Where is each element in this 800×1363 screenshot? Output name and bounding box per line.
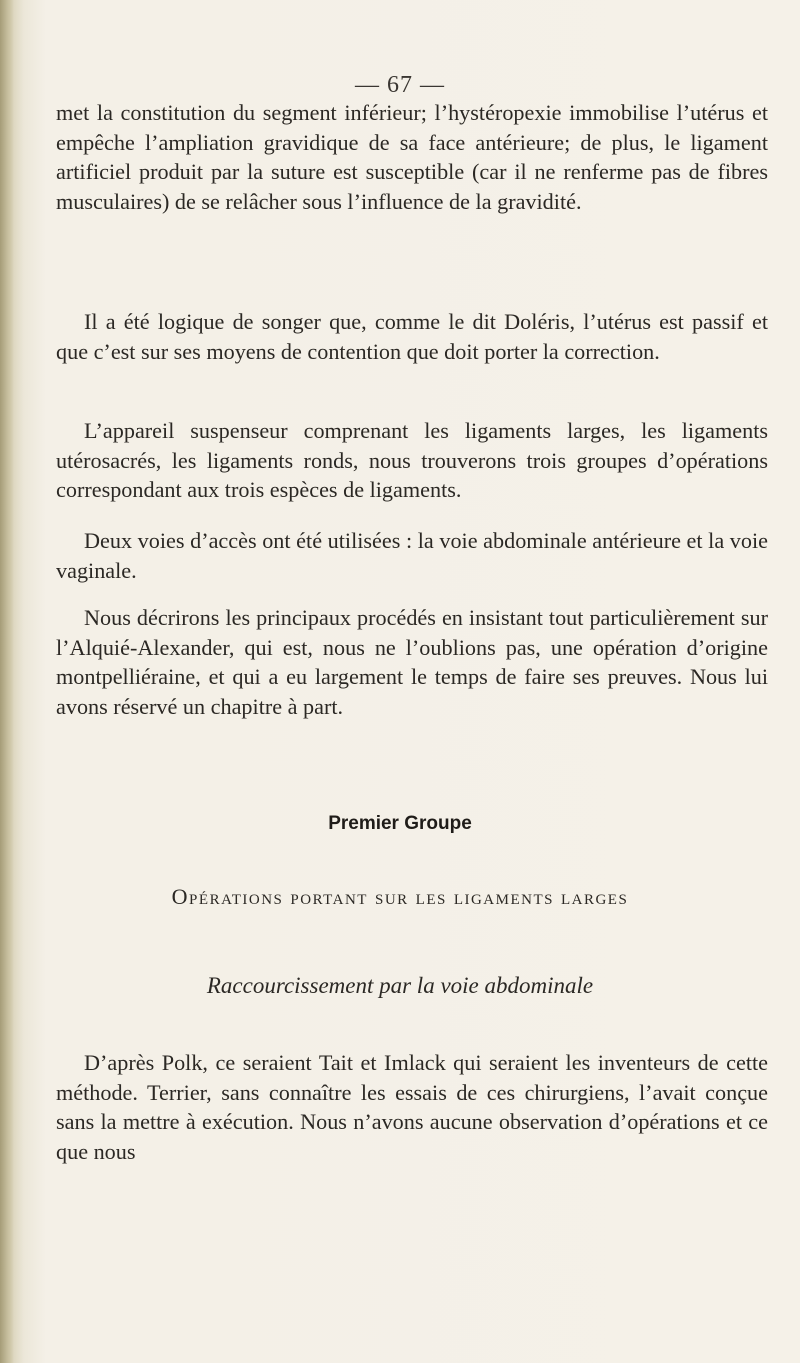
paragraph-6: D’après Polk, ce seraient Tait et Imlack qui seraient les inventeurs de cette méthode. Terrier, sans connaître les essais de ces chirurgiens, l’avait conçue sans la mettre à exécution. Nous n’avons aucune observation d’opérations et ce que nous [56,1050,768,1164]
page-number: — 67 — [355,72,445,98]
subsection-heading: Raccourcissement par la voie abdominale [206,973,594,998]
paragraph-3: L’appareil suspenseur comprenant les ligaments larges, les ligaments utérosacrés, les ligaments ronds, nous trouverons trois groupes d’opérations correspondant aux trois espèces de ligaments. [56,418,768,503]
paragraph-1: met la constitution du segment inférieur; l’hystéropexie immobilise l’utérus et empêche l’ampliation gravidique de sa face antérieure; de plus, le ligament artificiel produit par la suture est susceptible (car il ne renferme pas de fibres musculaires) de se relâcher sous l’influence de la gravidité. [56,100,768,214]
page-gutter [0,0,14,1363]
paragraph-2: Il a été logique de songer que, comme le dit Doléris, l’utérus est passif et que c’est sur ses moyens de contention que doit porter la correction. [56,309,768,364]
section-heading: Opérations portant sur les ligaments larges [171,884,629,909]
group-heading: Premier Groupe [328,813,472,834]
paragraph-5: Nous décrirons les principaux procédés en insistant tout particulièrement sur l’Alquié-Alexander, qui est, nous ne l’oublions pas, une opération d’origine montpelliéraine, et qui a eu largement le temps de faire ses preuves. Nous lui avons réservé un chapitre à part. [56,605,768,719]
paragraph-4: Deux voies d’accès ont été utilisées : la voie abdominale antérieure et la voie vaginale. [56,528,768,583]
